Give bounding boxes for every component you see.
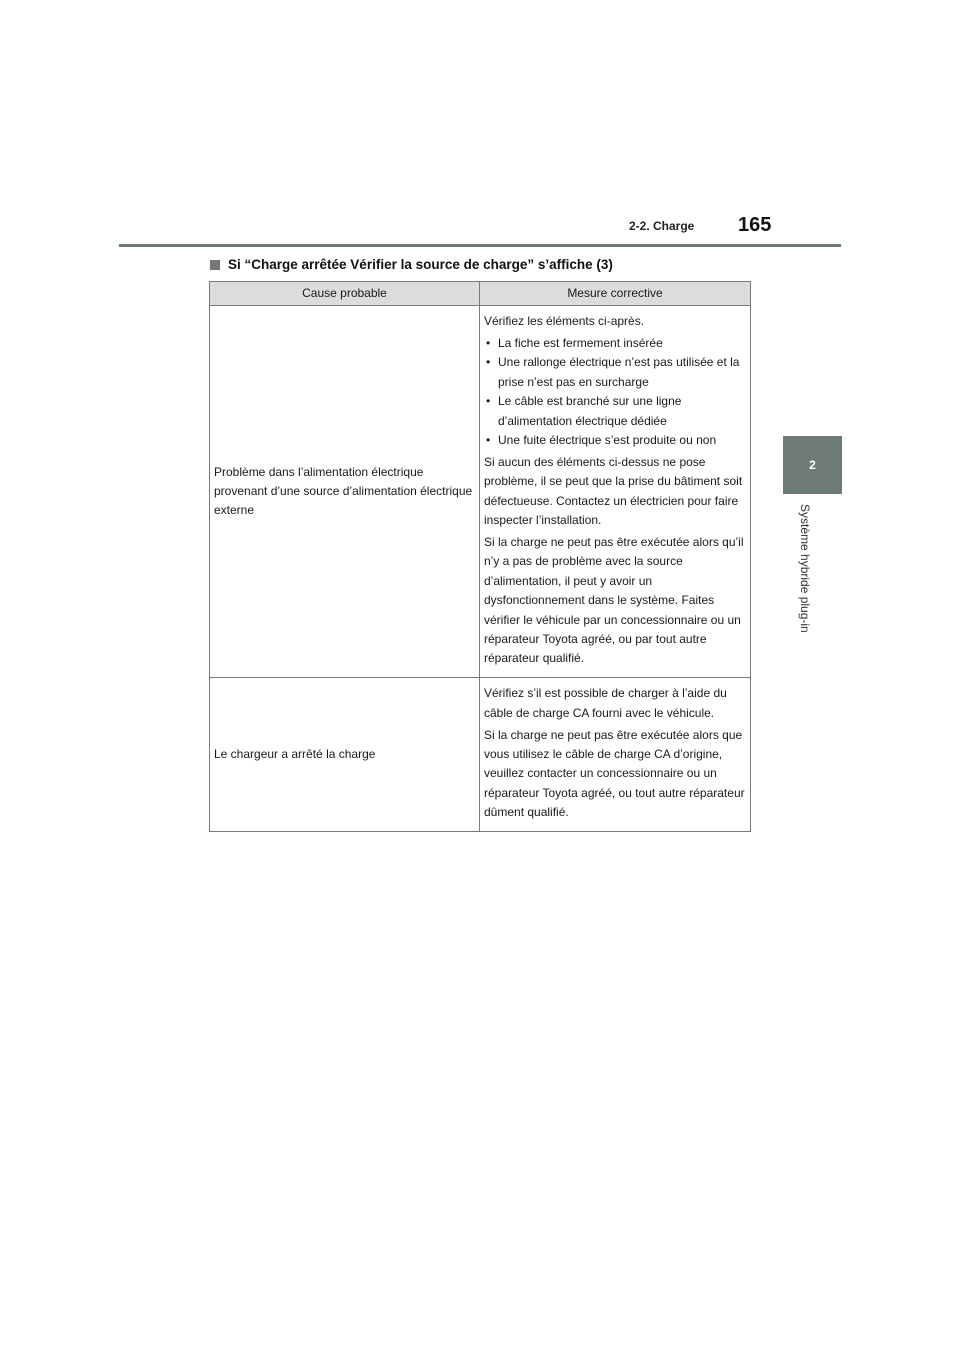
measure-paragraph: Si la charge ne peut pas être exécutée alors que vous utilisez le câble de charge CA d’origine, veuillez contacter un concessionnaire ou un réparateur Toyota agréé, ou tout autre réparateur dûment qualifié.	[484, 727, 745, 820]
bullet-dot-icon: •	[486, 432, 491, 447]
cause-cell: Problème dans l’alimentation électrique provenant d’une source d’alimentation électrique externe	[210, 306, 480, 678]
bullet-dot-icon: •	[486, 394, 491, 409]
cause-cell: Le chargeur a arrêté la charge	[210, 678, 480, 832]
chapter-title-vertical: Système hybride plug-in	[798, 504, 812, 633]
measure-paragraph: Vérifiez s’il est possible de charger à l’aide du câble de charge CA fourni avec le véhicule.	[484, 686, 727, 720]
measure-paragraph: Si la charge ne peut pas être exécutée alors qu’il n’y a pas de problème avec la source d’alimentation, il peut y avoir un dysfonctionnement dans le système. Faites vérifier le véhicule par un concessionnaire ou un réparateur Toyota agréé, ou par tout autre réparateur qualifié.	[484, 534, 744, 666]
bullet-dot-icon: •	[486, 355, 491, 370]
page-number: 165	[738, 214, 772, 236]
square-bullet-icon	[210, 260, 220, 270]
table-header-row	[210, 282, 751, 306]
chapter-tab	[783, 436, 842, 494]
measure-paragraph: Si aucun des éléments ci-dessus ne pose problème, il se peut que la prise du bâtiment soit défectueuse. Contactez un électricien pour faire inspecter l’installation.	[484, 454, 743, 528]
measure-intro: Vérifiez les éléments ci-après.	[484, 314, 645, 328]
column-header-cause: Cause probable	[210, 282, 480, 306]
table-row	[210, 306, 751, 678]
column-header-measure: Mesure corrective	[480, 282, 751, 306]
chapter-number: 2	[809, 458, 816, 472]
bullet-dot-icon: •	[486, 335, 491, 350]
header-divider	[119, 244, 841, 247]
troubleshooting-table	[209, 281, 751, 832]
list-item: • Une fuite électrique s’est produite ou non	[484, 431, 746, 450]
section-title	[210, 257, 613, 272]
header-section-label: 2-2. Charge	[629, 219, 695, 233]
measure-cell	[480, 678, 751, 832]
table-row	[210, 678, 751, 832]
measure-cell	[480, 306, 751, 678]
list-item: • Le câble est branché sur une ligne d’alimentation électrique dédiée	[486, 394, 682, 428]
list-item: • La fiche est fermement insérée	[484, 334, 746, 353]
section-title-text: Si “Charge arrêtée Vérifier la source de charge” s’affiche (3)	[228, 257, 613, 272]
measure-checklist	[484, 334, 746, 450]
list-item: • Une rallonge électrique n’est pas utilisée et la prise n’est pas en surcharge	[486, 355, 740, 389]
